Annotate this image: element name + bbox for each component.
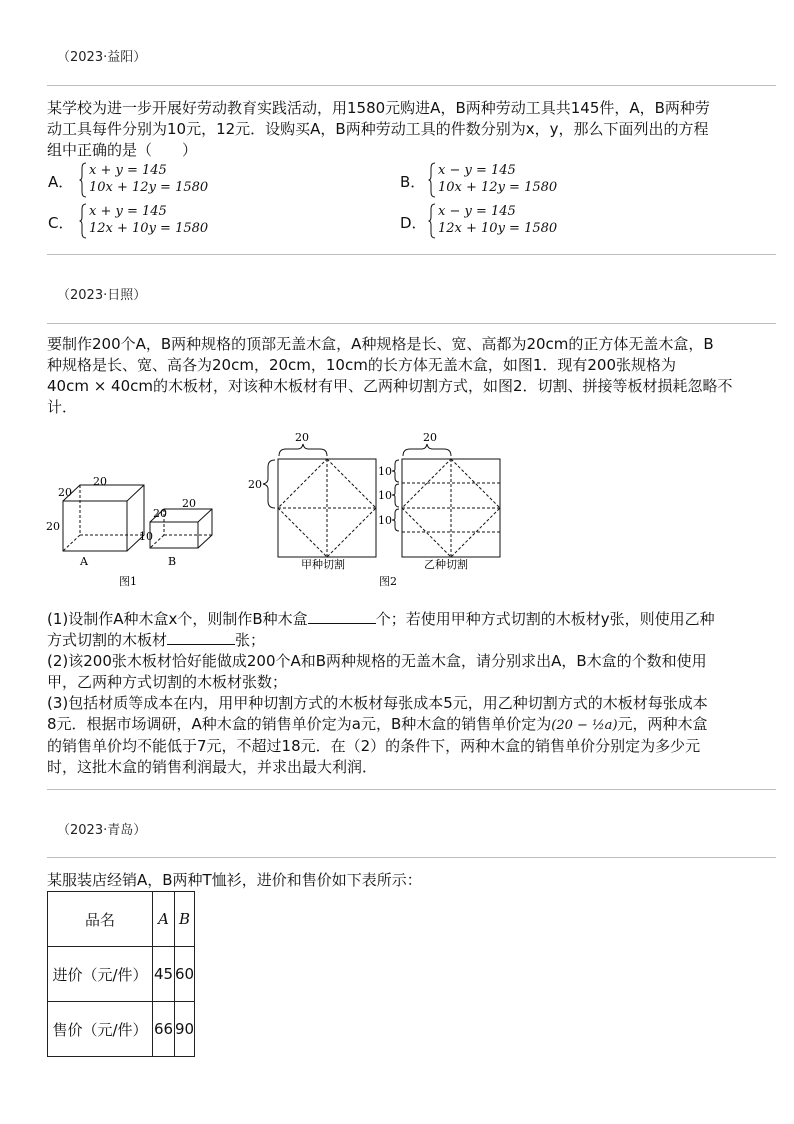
q2-figure — [40, 425, 520, 595]
q1-stem-line: 组中正确的是（ ） — [47, 141, 198, 159]
q1-stem — [47, 98, 773, 161]
price-table — [47, 891, 195, 1057]
part3-text: 8元．根据市场调研，A种木盒的销售单价定为a元，B种木盒的销售单价定为 — [47, 715, 552, 733]
brace-icon — [428, 162, 436, 198]
option-d-letter[interactable]: D． — [400, 214, 427, 232]
yi-caption: 乙种切割 — [424, 558, 468, 571]
part1-text: 张； — [235, 631, 266, 649]
box-a-drawing — [63, 485, 144, 551]
part3-line: (3)包括材质等成本在内，用甲种切割方式的木板材每张成本5元，用乙种切割方式的木板材每张成本 — [47, 694, 708, 712]
part3-line: 时，这批木盒的销售利润最大，并求出最大利润． — [47, 758, 378, 776]
table-row — [48, 947, 195, 1002]
part1-text: 方式切割的木板材 — [47, 631, 168, 649]
box-b-label: B — [168, 555, 177, 568]
table-cell: 66 — [153, 1002, 175, 1057]
part1-line — [47, 630, 773, 651]
fig2-caption: 图2 — [379, 575, 397, 588]
cube-width-label: 20 — [93, 475, 107, 488]
equation: x − y = 145 — [438, 204, 516, 219]
jia-caption: 甲种切割 — [301, 558, 345, 571]
yi-side-label: 10 — [378, 514, 392, 527]
divider — [47, 789, 776, 790]
table-header-cell: A — [153, 892, 175, 947]
part1-text: (1)设制作A种木盒x个，则制作B种木盒 — [47, 610, 308, 628]
table-cell: 45 — [153, 947, 175, 1002]
equation: x + y = 145 — [89, 204, 167, 219]
part2-line: (2)该200张木板材恰好能做成200个A和B两种规格的无盖木盒，请分别求出A，B木盒的个数和使用 — [47, 652, 707, 670]
brace-icon — [428, 203, 436, 239]
table-row — [48, 1002, 195, 1057]
q2-stem-line: 40cm × 40cm的木板材，对该种木板材有甲、乙两种切割方式，如图2．切割、拼接等板材损耗忽略不 — [47, 377, 733, 395]
equation: 12x + 10y = 1580 — [438, 221, 558, 236]
divider — [47, 254, 776, 255]
table-header-cell: B — [175, 892, 195, 947]
part1-text: 个；若使用甲种方式切割的木板材y张，则使用乙种 — [375, 610, 715, 628]
equation: 10x + 12y = 1580 — [438, 180, 558, 195]
cube-depth-label: 20 — [58, 486, 72, 499]
option-a-letter[interactable]: A． — [48, 173, 74, 191]
yi-cut-drawing — [392, 444, 500, 557]
q2-stem-line: 计． — [47, 398, 78, 416]
part3-line: 的销售单价均不能低于7元，不超过18元．在（2）的条件下，两种木盒的销售单价分别定为多少元 — [47, 737, 701, 755]
q3-stem: 某服装店经销A，B两种T恤衫，进价和售价如下表所示： — [47, 871, 422, 889]
option-b-letter[interactable]: B． — [400, 173, 426, 191]
equation: x − y = 145 — [438, 163, 516, 178]
q2-stem-line: 要制作200个A，B两种规格的顶部无盖木盒，A种规格是长、宽、高都为20cm的正方体无盖木盒，B — [47, 335, 714, 353]
yi-side-label: 10 — [378, 489, 392, 502]
table-header-cell: 品名 — [48, 892, 153, 947]
divider — [47, 323, 776, 324]
q2-stem-line: 种规格是长、宽、高各为20cm，20cm，10cm的长方体无盖木盒，如图1．现有200张规格为 — [47, 356, 677, 374]
cube-height-label: 20 — [46, 520, 60, 533]
equation: 12x + 10y = 1580 — [89, 221, 209, 236]
brace-icon — [79, 203, 87, 239]
fig1-caption: 图1 — [119, 575, 137, 588]
table-cell: 进价（元/件） — [48, 947, 153, 1002]
jia-side-label: 20 — [248, 478, 262, 491]
yi-side-label: 10 — [378, 465, 392, 478]
table-cell: 90 — [175, 1002, 195, 1057]
q2-parts — [47, 609, 773, 778]
divider — [47, 85, 776, 86]
equation: x + y = 145 — [89, 163, 167, 178]
q2-stem — [47, 334, 773, 418]
table-cell: 60 — [175, 947, 195, 1002]
q1-stem-line: 某学校为进一步开展好劳动教育实践活动，用1580元购进A，B两种劳动工具共145件，A，B两种劳 — [47, 99, 710, 117]
option-c-letter[interactable]: C． — [48, 214, 74, 232]
part2-line: 甲，乙两种方式切割的木板材张数； — [47, 673, 288, 691]
cuboid-height-label: 10 — [139, 530, 153, 543]
answer-blank[interactable] — [167, 630, 235, 645]
price-expression-text: 20 − ½a — [556, 718, 613, 733]
part1-line — [47, 609, 773, 630]
divider — [47, 857, 776, 858]
box-a-label: A — [80, 555, 88, 568]
jia-cut-drawing — [263, 444, 376, 557]
q1-stem-line: 动工具每件分别为10元，12元．设购买A，B两种劳动工具的件数分别为x，y，那么下面列出的方程 — [47, 120, 709, 138]
q2-source: （2023·日照） — [57, 288, 147, 303]
table-cell: 售价（元/件） — [48, 1002, 153, 1057]
jia-top-label: 20 — [295, 431, 309, 444]
brace-icon — [79, 162, 87, 198]
q3-source: （2023·青岛） — [57, 823, 147, 838]
answer-blank[interactable] — [308, 609, 376, 624]
table-header-row — [48, 892, 195, 947]
price-expression: (20 − ½a) — [551, 718, 618, 733]
cuboid-depth-label: 20 — [153, 507, 167, 520]
part3-line — [47, 714, 773, 736]
q1-source: （2023·益阳） — [57, 50, 147, 65]
cuboid-width-label: 20 — [182, 497, 196, 510]
part3-text: 元，两种木盒 — [617, 715, 708, 733]
equation: 10x + 12y = 1580 — [89, 180, 209, 195]
yi-top-label: 20 — [423, 431, 437, 444]
